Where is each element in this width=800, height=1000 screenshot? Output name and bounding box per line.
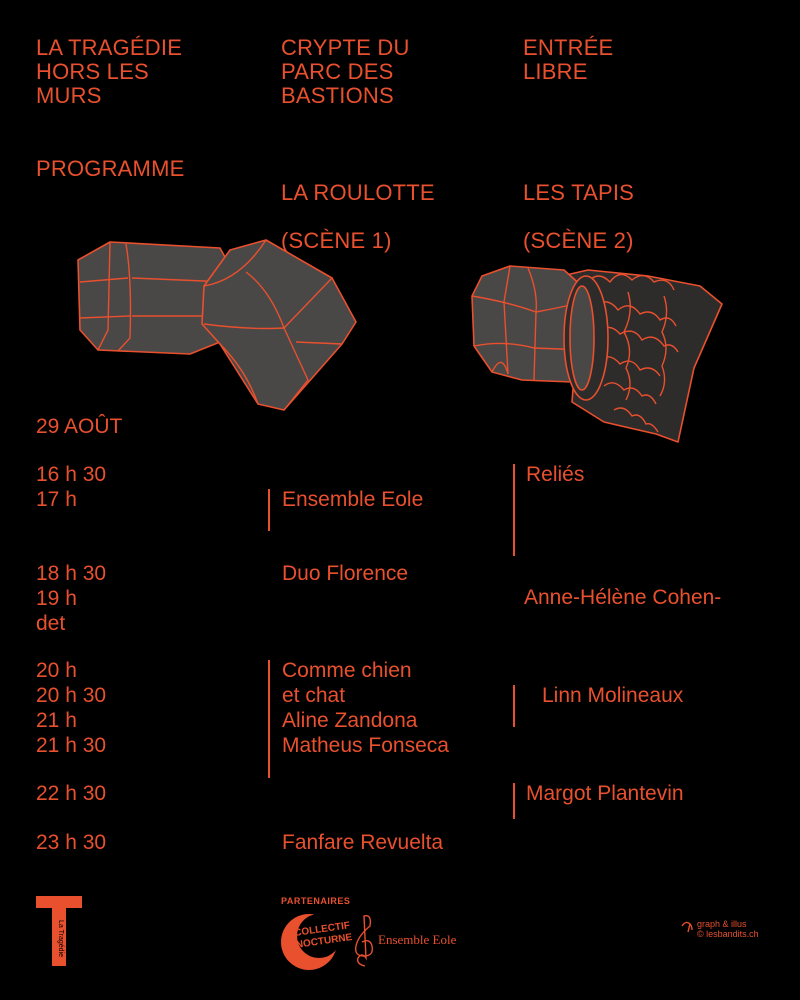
time-block-5: 23 h 30 [36, 831, 107, 854]
ensemble-eole-logo-text: Ensemble Eole [378, 932, 457, 947]
act-relies: Reliés [526, 463, 585, 486]
stage2-title: LES TAPIS [523, 180, 635, 205]
capitals-illustration [70, 220, 370, 420]
act-anne-helene-cohen: Anne-Hélène Cohen- [524, 586, 722, 609]
duration-bar-margot [513, 783, 515, 819]
ring-shape [564, 276, 608, 400]
stage1-title: LA ROULOTTE [281, 180, 435, 205]
act-comme-chien-et-chat: Comme chien et chat Aline Zandona Matheus Fonseca [282, 659, 449, 757]
title-tragedie: LA TRAGÉDIE HORS LES MURS [36, 35, 183, 108]
leaf-capital-illustration [468, 262, 728, 452]
time-block-4: 22 h 30 [36, 782, 107, 805]
capital-front-shape [202, 240, 356, 410]
duration-bar-ensemble [268, 489, 270, 531]
stage2-heading [523, 157, 634, 277]
act-fanfare-revuelta: Fanfare Revuelta [282, 831, 444, 854]
entry-free-label: ENTRÉE LIBRE [523, 35, 614, 84]
act-ensemble-eole: Ensemble Eole [282, 488, 424, 511]
event-date: 29 AOÛT [36, 415, 123, 438]
time-block-1: 16 h 30 17 h [36, 463, 107, 511]
credit-text: graph & illus © lesbandits.ch [697, 919, 759, 939]
act-duo-florence: Duo Florence [282, 562, 409, 585]
lesbandits-icon [680, 918, 694, 934]
act-margot-plantevin: Margot Plantevin [526, 782, 684, 805]
partners-label: PARTENAIRES [281, 896, 351, 906]
treble-clef-icon [352, 912, 376, 968]
stage1-subtitle: (SCÈNE 1) [281, 228, 392, 253]
location-title: CRYPTE DU PARC DES BASTIONS [281, 35, 410, 108]
time-block-3: 20 h 20 h 30 21 h 21 h 30 [36, 659, 107, 757]
programme-heading: PROGRAMME [36, 156, 185, 181]
duration-bar-linn [513, 685, 515, 727]
act-linn-molineaux: Linn Molineaux [542, 684, 684, 707]
tragedie-logo-text: La Tragédie [57, 920, 64, 957]
time-block-2: 18 h 30 19 h det [36, 562, 107, 635]
duration-bar-relies [513, 464, 515, 556]
collectif-nocturne-text: COLLECTIF NOCTURNE [293, 920, 353, 951]
tragedie-logo [36, 896, 82, 966]
stage2-subtitle: (SCÈNE 2) [523, 228, 634, 253]
duration-bar-comme [268, 660, 270, 778]
